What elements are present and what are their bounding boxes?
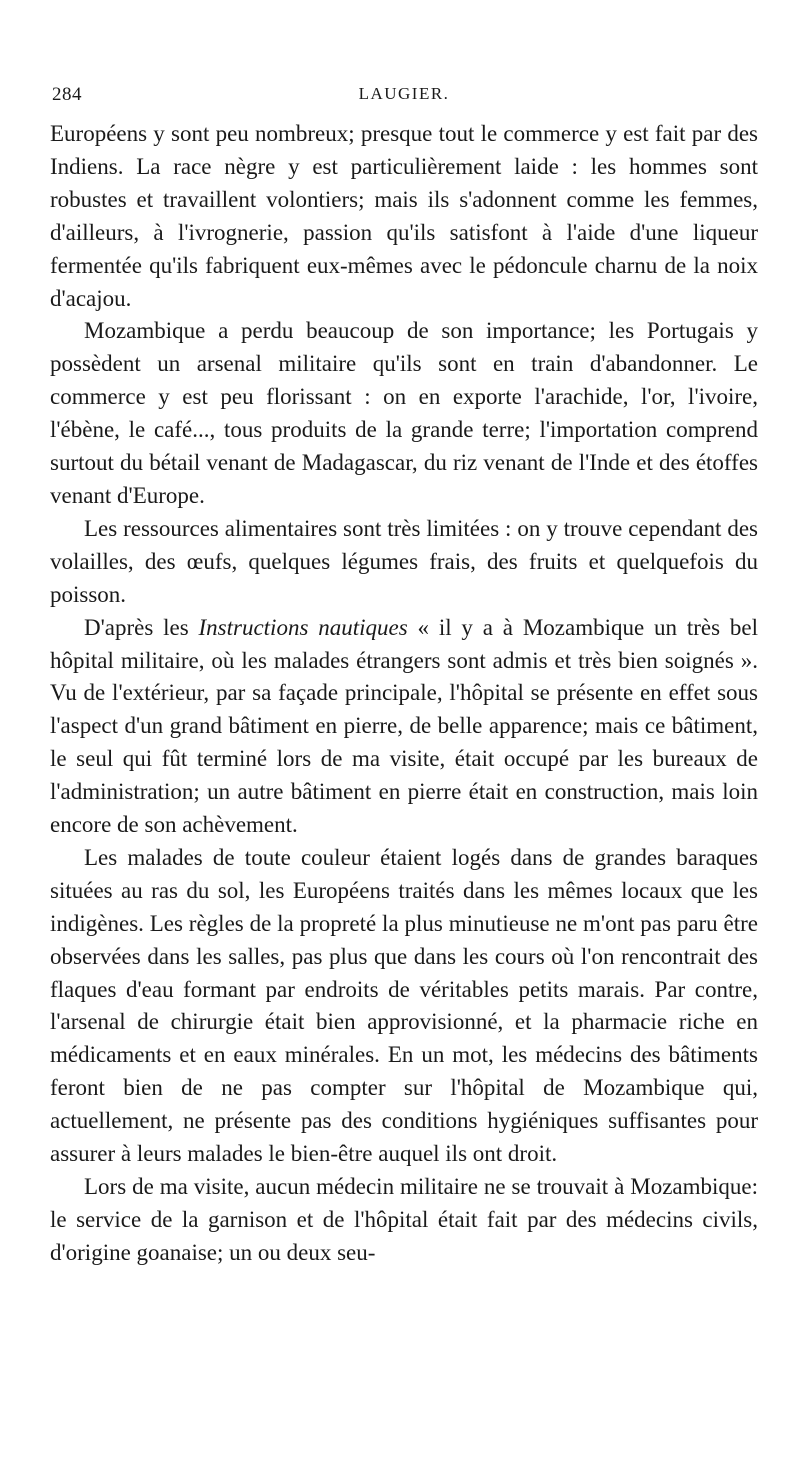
paragraph-4 <box>50 612 758 842</box>
book-title-italic: Instructions nautiques <box>198 614 408 640</box>
paragraph-3: Les ressources alimentaires sont très limitées : on y trouve cependant des volailles, des œufs, quelques légumes frais, des fruits et quelquefois du poisson. <box>50 515 758 607</box>
paragraph-4-lead: D'après les <box>84 614 199 640</box>
paragraph-2: Mozambique a perdu beaucoup de son importance; les Portugais y possèdent un arsenal militaire qu'ils sont en train d'abandonner. Le commerce y est peu florissant : on en exporte l'arachide, l'or, l'ivoire, l'ébène, le café..., tous produits de la grande terre; l'importation comprend surtout du bétail venant de Madagascar, du riz venant de l'Inde et des étoffes venant d'Europe. <box>50 318 758 508</box>
paragraph-6: Lors de ma visite, aucun médecin militaire ne se trouvait à Mozambique: le service de la garnison et de l'hôpital était fait par des médecins civils, d'origine goanaise; un ou deux seu- <box>50 1174 758 1265</box>
body-text <box>50 118 758 1270</box>
paragraph-1: Européens y sont peu nombreux; presque tout le commerce y est fait par des Indiens. La race nègre y est particulièrement laide : les hommes sont robustes et travaillent volontiers; mais ils s'adonnent comme les femmes, d'ailleurs, à l'ivrognerie, passion qu'ils satisfont à l'aide d'une liqueur fermentée qu'ils fabriquent eux-mêmes avec le pédoncule charnu de la noix d'acajou. <box>50 121 758 311</box>
page-number: 284 <box>52 84 82 105</box>
page-header <box>52 84 756 114</box>
paragraph-5: Les malades de toute couleur étaient logés dans de grandes baraques situées au ras du sol, les Européens traités dans les mêmes locaux que les indigènes. Les règles de la propreté la plus minutieuse ne m'ont pas paru être observées dans les salles, pas plus que dans les cours où l'on rencontrait des flaques d'eau formant par endroits de véritables petits marais. Par contre, l'arsenal de chirurgie était bien approvisionné, et la pharmacie riche en médicaments et en eaux minérales. En un mot, les médecins des bâtiments feront bien de ne pas compter sur l'hôpital de Mozambique qui, actuellement, ne présente pas des conditions hygiéniques suffisantes pour assurer à leurs malades le bien-être auquel ils ont droit. <box>50 844 758 1167</box>
running-head: LAUGIER. <box>358 84 450 103</box>
paragraph-4-rest: « il y a à Mozambique un très bel hôpital militaire, où les malades étrangers sont admis et très bien soignés ». Vu de l'extérieur, par sa façade principale, l'hôpital se présente en effet sous l'aspect d'un grand bâtiment en pierre, de belle apparence; mais ce bâtiment, le seul qui fût terminé lors de ma visite, était occupé par les bureaux de l'administration; un autre bâtiment en pierre était en construction, mais loin encore de son achèvement. <box>50 614 758 838</box>
